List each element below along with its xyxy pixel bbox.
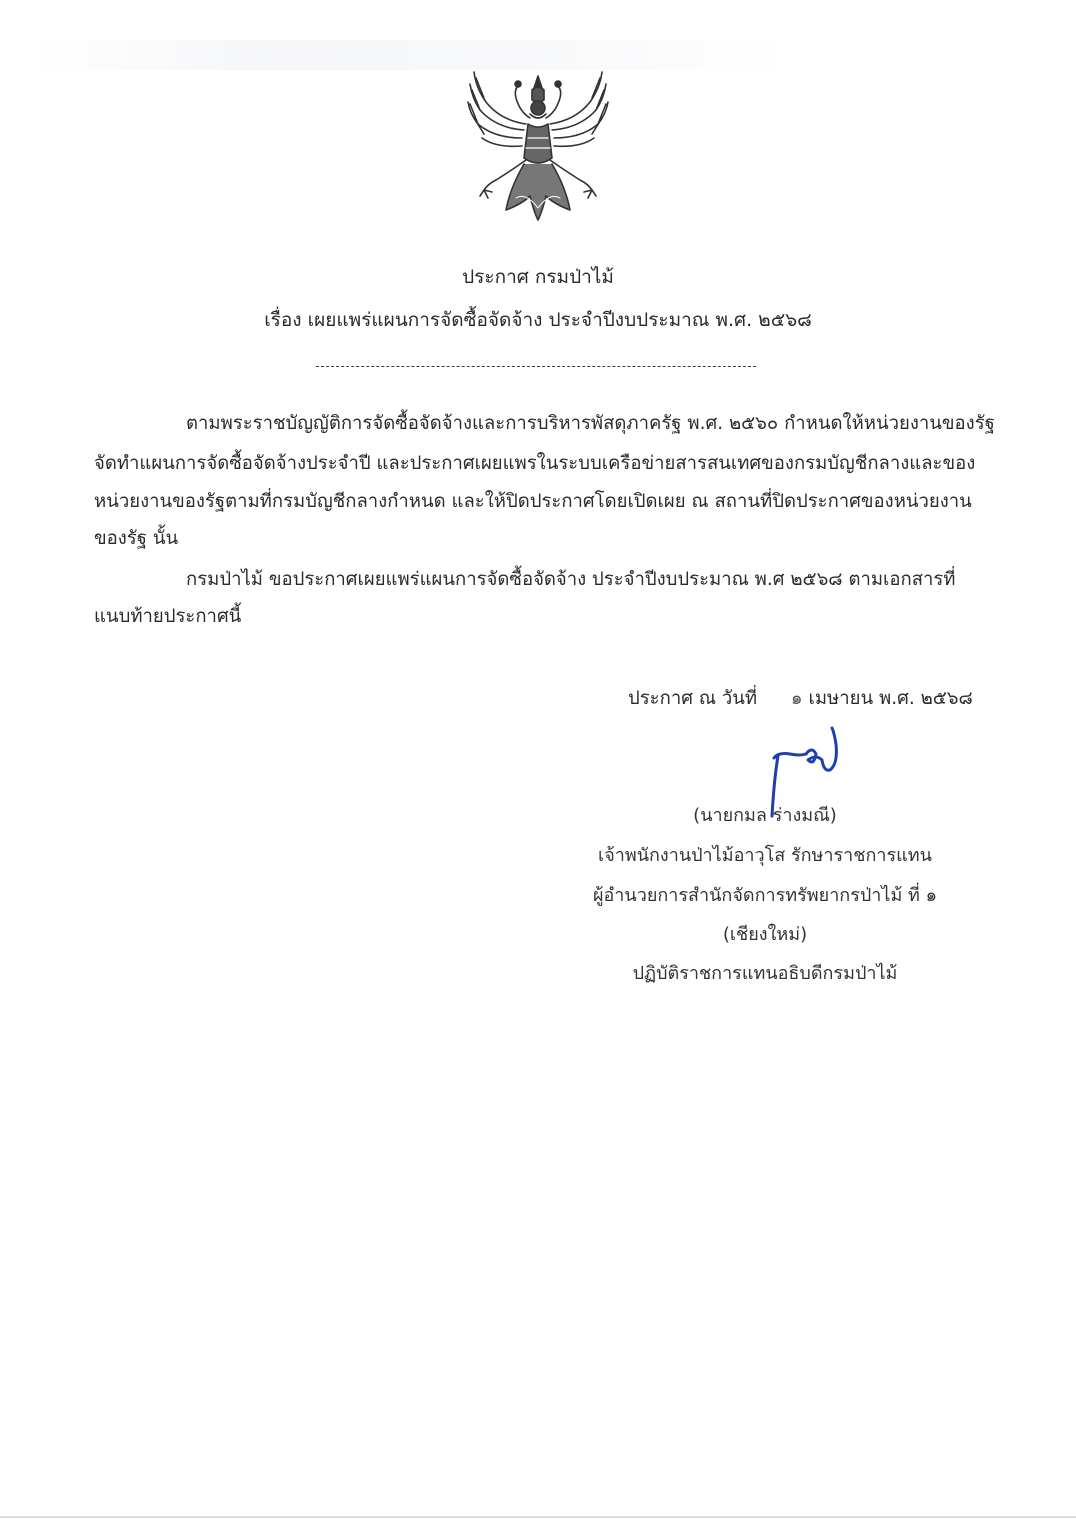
signatory-name: (นายกมล ร่างมณี) <box>693 805 837 826</box>
paragraph-1-line-2: จัดทำแผนการจัดซื้อจัดจ้างประจำปี และประกาศเผยแพรในระบบเครือข่ายสารสนเทศของกรมบัญชีกลางและของ <box>94 453 976 474</box>
divider-line <box>316 366 756 367</box>
paragraph-2-line-2: แนบท้ายประกาศนี้ <box>94 606 242 627</box>
paragraph-1-line-4: ของรัฐ นั้น <box>94 528 179 549</box>
announcement-subject: เรื่อง เผยแพร่แผนการจัดซื้อจัดจ้าง ประจำปีงบประมาณ พ.ศ. ๒๕๖๘ <box>264 309 812 331</box>
signatory-position-1: เจ้าพนักงานป่าไม้อาวุโส รักษาราชการแทน <box>598 845 932 866</box>
scan-artifact <box>30 40 790 70</box>
date-day: ๑ <box>790 688 803 709</box>
garuda-emblem-icon <box>466 68 610 224</box>
paragraph-1-line-1: ตามพระราชบัญญัติการจัดซื้อจัดจ้างและการบริหารพัสดุภาครัฐ พ.ศ. ๒๕๖๐ กำหนดให้หน่วยงานของรัฐ <box>186 413 995 434</box>
signatory-position-4: ปฏิบัติราชการแทนอธิบดีกรมป่าไม้ <box>632 963 898 984</box>
paragraph-2-line-1: กรมป่าไม้ ขอประกาศเผยแพร่แผนการจัดซื้อจัดจ้าง ประจำปีงบประมาณ พ.ศ ๒๕๖๘ ตามเอกสารที่ <box>186 569 956 590</box>
date-prefix: ประกาศ ณ วันที่ <box>628 688 758 709</box>
page-bottom-edge <box>0 1516 1076 1518</box>
announcement-title: ประกาศ กรมป่าไม้ <box>462 266 614 288</box>
date-line <box>628 684 973 713</box>
signatory-position-2: ผู้อำนวยการสำนักจัดการทรัพยากรป่าไม้ ที่ ๑ <box>592 885 938 906</box>
date-month-year: เมษายน พ.ศ. ๒๕๖๘ <box>808 688 973 709</box>
paragraph-1-line-3: หน่วยงานของรัฐตามที่กรมบัญชีกลางกำหนด และให้ปิดประกาศโดยเปิดเผย ณ สถานที่ปิดประกาศของหน่วยงาน <box>94 491 972 512</box>
signatory-position-3: (เชียงใหม่) <box>722 924 808 945</box>
